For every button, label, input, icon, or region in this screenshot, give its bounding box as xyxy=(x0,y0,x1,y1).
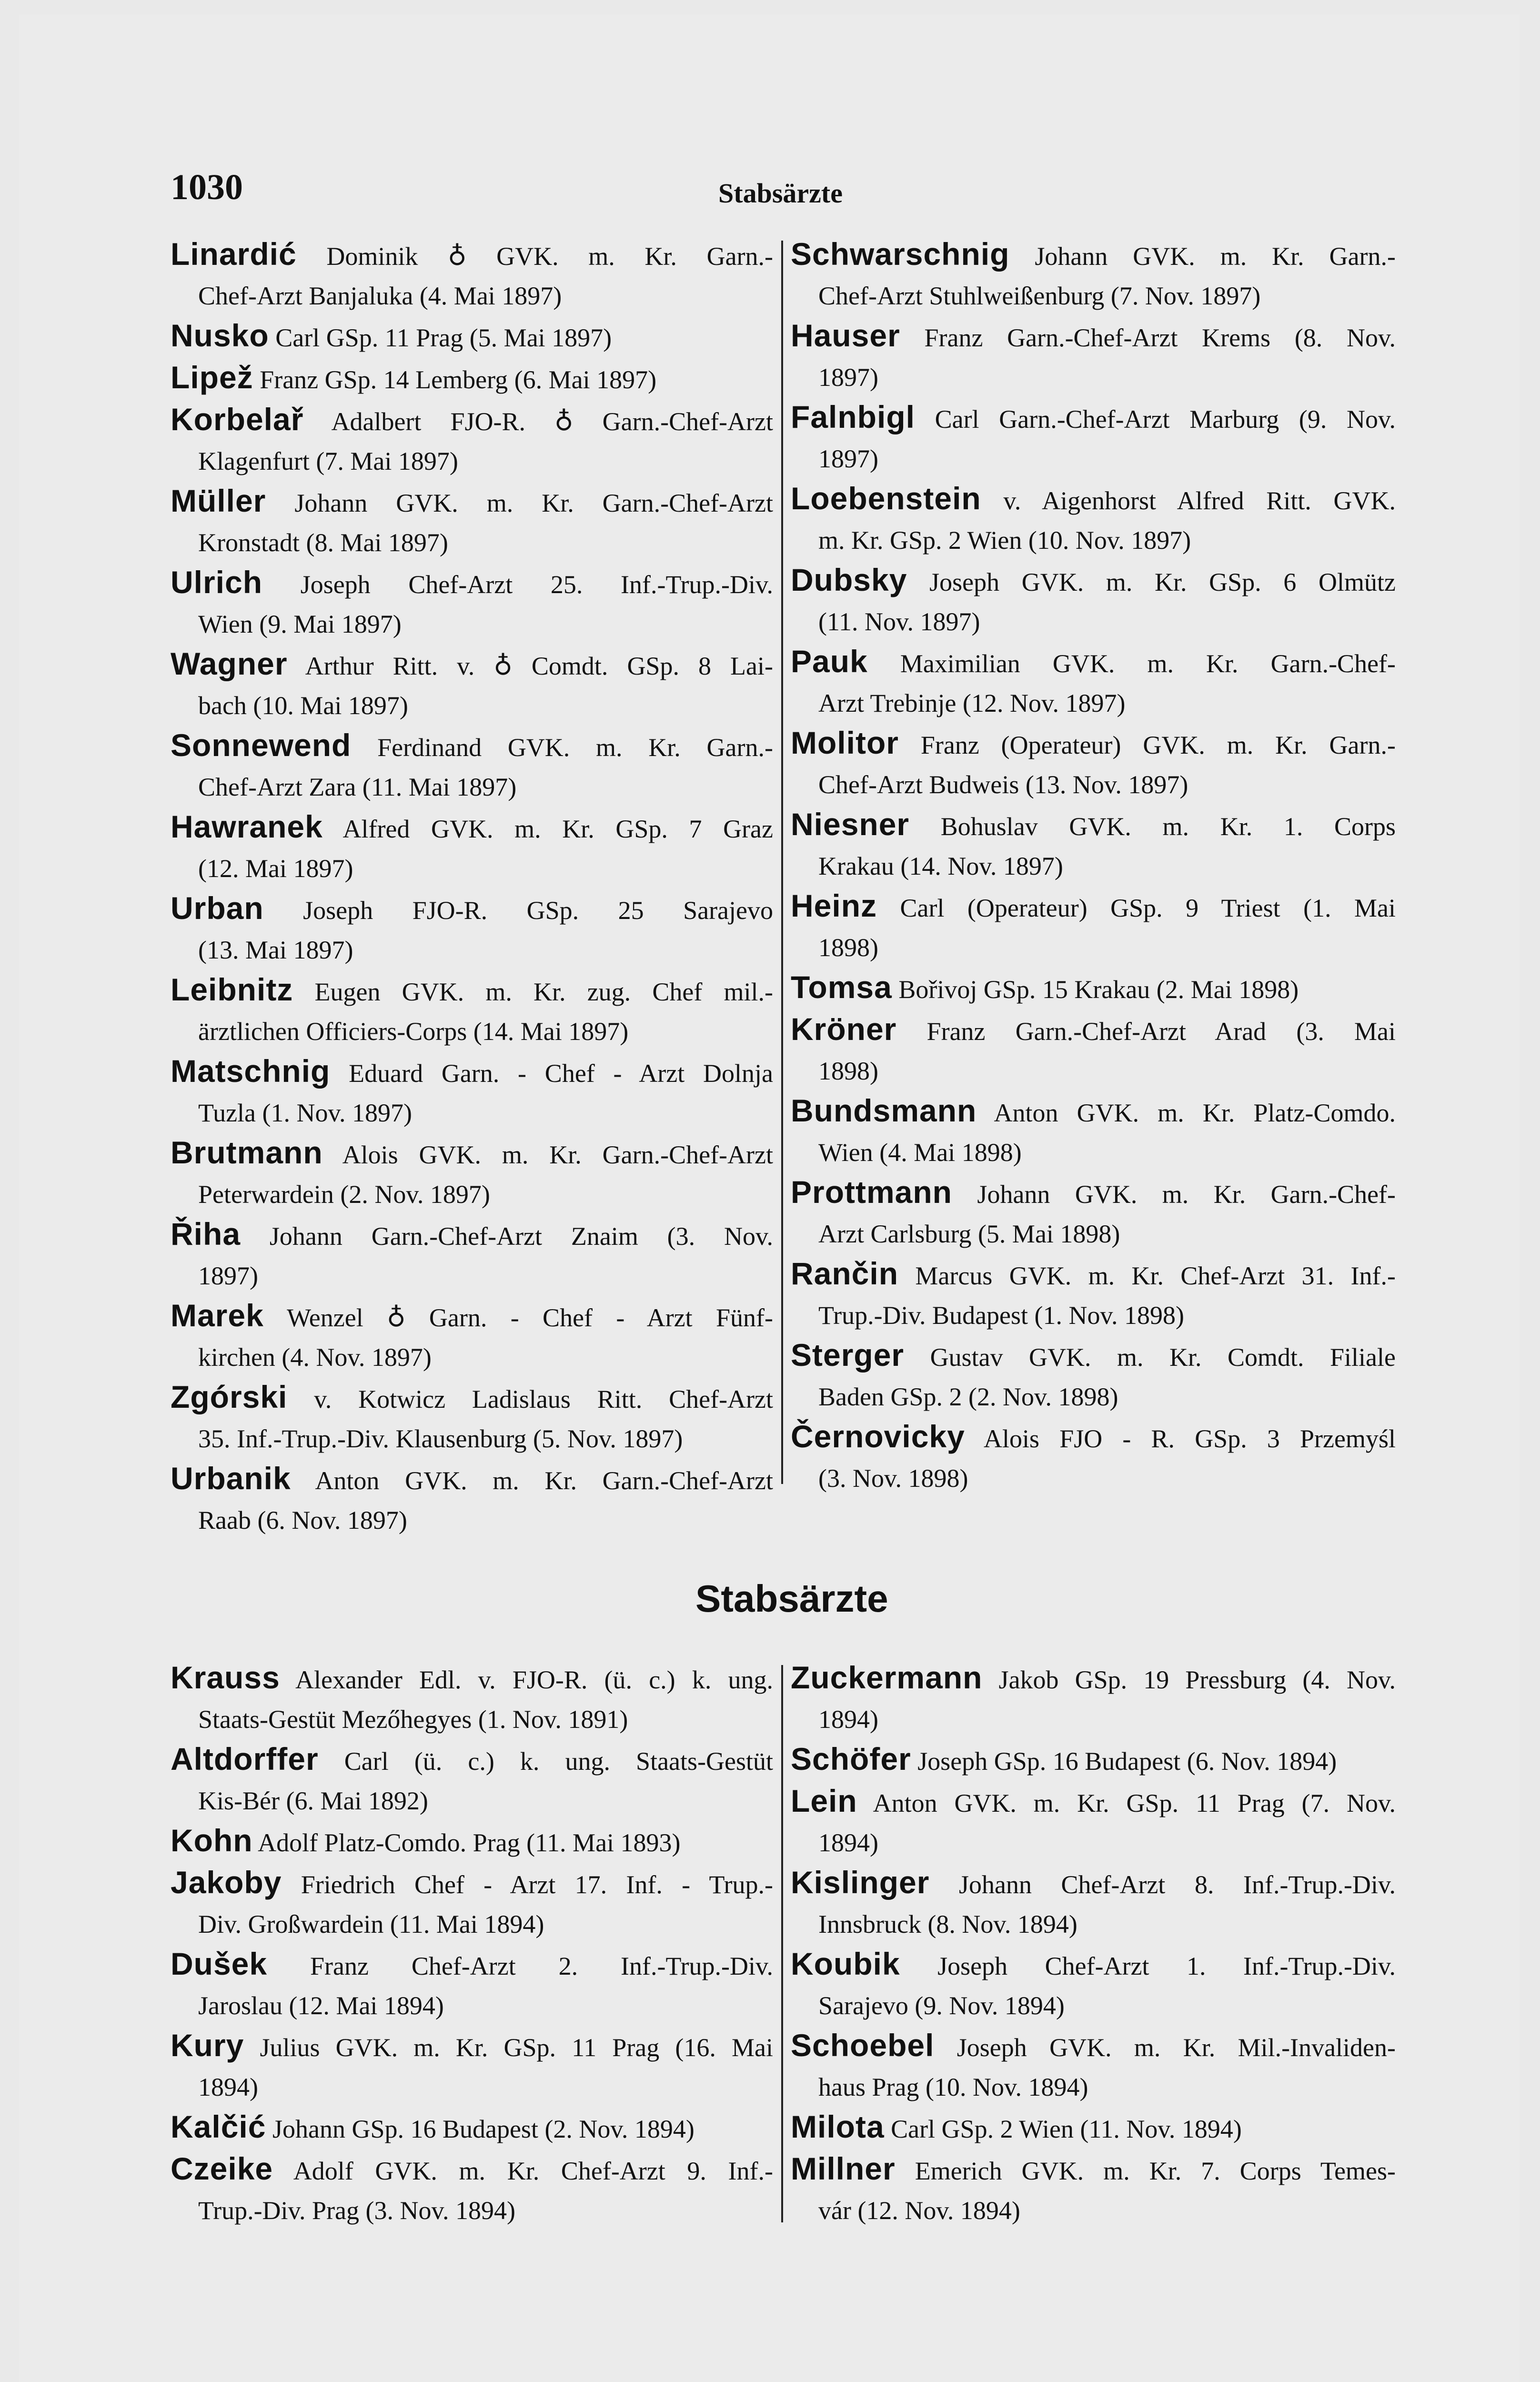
entry-line-1: Joseph FJO-R. GSp. 25 Sarajevo xyxy=(263,896,773,925)
entry-line-2: Jaroslau (12. Mai 1894) xyxy=(198,1991,444,2020)
entry-name: Dubsky xyxy=(791,562,907,597)
entry-line-1: Alexander Edl. v. FJO-R. (ü. c.) k. ung. xyxy=(280,1665,773,1694)
entry-line-1: Carl (Operateur) GSp. 9 Triest (1. Mai xyxy=(877,894,1396,922)
entry-line-2: 35. Inf.-Trup.-Div. Klausenburg (5. Nov. 1897) xyxy=(198,1424,683,1453)
entry-line-1: v. Aigenhorst Alfred Ritt. GVK. xyxy=(981,486,1396,515)
entry xyxy=(791,479,1396,560)
entry-name: Müller xyxy=(171,483,266,518)
entry-line-2: Kis-Bér (6. Mai 1892) xyxy=(198,1786,428,1815)
entry xyxy=(171,1214,773,1296)
entry xyxy=(171,888,773,970)
entry-line-2: Chef-Arzt Stuhlweißenburg (7. Nov. 1897) xyxy=(818,282,1261,310)
entry-line-2: kirchen (4. Nov. 1897) xyxy=(198,1343,432,1372)
entry-name: Linardić xyxy=(171,236,297,272)
entry-line-1: Carl (ü. c.) k. ung. Staats-Gestüt xyxy=(318,1747,773,1776)
entry-name: Pauk xyxy=(791,644,868,679)
entry xyxy=(171,2107,773,2149)
entry-line-2: (12. Mai 1897) xyxy=(198,854,353,883)
entry-name: Wagner xyxy=(171,646,288,681)
entry-line-1: Johann Garn.-Chef-Arzt Znaim (3. Nov. xyxy=(241,1222,773,1251)
entry-name: Hawranek xyxy=(171,809,323,844)
entry xyxy=(791,234,1396,316)
entry-line-2: Innsbruck (8. Nov. 1894) xyxy=(818,1910,1077,1938)
entry-name: Ulrich xyxy=(171,565,263,600)
entry-name: Loebenstein xyxy=(791,481,981,516)
entry-line-2: haus Prag (10. Nov. 1894) xyxy=(818,2073,1088,2101)
entry-name: Kohn xyxy=(171,1823,253,1858)
entry-name: Niesner xyxy=(791,807,910,842)
entry xyxy=(791,1172,1396,1254)
entry xyxy=(791,1781,1396,1863)
entry xyxy=(791,1863,1396,1944)
entry-name: Zuckermann xyxy=(791,1660,983,1695)
entry-name: Hauser xyxy=(791,318,900,353)
entry xyxy=(171,400,773,481)
entry-line-1: Joseph GSp. 16 Budapest (6. Nov. 1894) xyxy=(911,1747,1337,1776)
entry-name: Marek xyxy=(171,1298,264,1333)
entry xyxy=(791,1254,1396,1335)
entry-line-2: Trup.-Div. Prag (3. Nov. 1894) xyxy=(198,2196,515,2225)
entry-name: Zgórski xyxy=(171,1379,288,1414)
entry xyxy=(171,1377,773,1459)
entry-name: Kislinger xyxy=(791,1865,930,1900)
entry-line-2: Chef-Arzt Banjaluka (4. Mai 1897) xyxy=(198,282,562,310)
entry xyxy=(791,397,1396,479)
entry xyxy=(171,1658,773,1739)
entry-line-2: 1897) xyxy=(818,363,878,392)
entry-name: Černovicky xyxy=(791,1419,965,1454)
entry-name: Kalčić xyxy=(171,2109,266,2144)
entry-line-1: Joseph Chef-Arzt 1. Inf.-Trup.-Div. xyxy=(900,1952,1396,1980)
entry xyxy=(791,805,1396,886)
section-title: Stabsärzte xyxy=(695,1577,888,1620)
entry xyxy=(171,726,773,807)
entry-line-1: Adalbert FJO-R. ♁ Garn.-Chef-Arzt xyxy=(303,407,773,436)
entry-line-2: Kronstadt (8. Mai 1897) xyxy=(198,528,448,557)
entry-line-2: Div. Großwardein (11. Mai 1894) xyxy=(198,1910,544,1938)
entry-name: Schoebel xyxy=(791,2028,935,2063)
entry-line-2: Arzt Trebinje (12. Nov. 1897) xyxy=(818,689,1126,717)
entry xyxy=(791,2026,1396,2107)
entry xyxy=(171,563,773,644)
entry-line-1: Alois FJO - R. GSp. 3 Przemyśl xyxy=(965,1424,1396,1453)
entry-line-2: bach (10. Mai 1897) xyxy=(198,691,408,720)
entry-line-1: Anton GVK. m. Kr. Garn.-Chef-Arzt xyxy=(291,1466,773,1495)
entry-line-2: Wien (4. Mai 1898) xyxy=(818,1138,1022,1167)
entry-name: Millner xyxy=(791,2151,896,2186)
entry-name: Molitor xyxy=(791,725,899,760)
entry-line-2: Wien (9. Mai 1897) xyxy=(198,610,402,638)
entry-line-2: Arzt Carlsburg (5. Mai 1898) xyxy=(818,1220,1120,1248)
entry-line-2: Chef-Arzt Budweis (13. Nov. 1897) xyxy=(818,770,1188,799)
entry-line-2: Raab (6. Nov. 1897) xyxy=(198,1506,407,1534)
entry-line-1: Bořivoj GSp. 15 Krakau (2. Mai 1898) xyxy=(892,975,1299,1004)
entry-line-1: Julius GVK. m. Kr. GSp. 11 Prag (16. Mai xyxy=(244,2033,773,2062)
entry-line-1: Arthur Ritt. v. ♁ Comdt. GSp. 8 Lai- xyxy=(287,652,773,680)
entry-line-1: Bohuslav GVK. m. Kr. 1. Corps xyxy=(909,812,1396,841)
entry-line-2: m. Kr. GSp. 2 Wien (10. Nov. 1897) xyxy=(818,526,1191,555)
entry-line-1: Adolf Platz-Comdo. Prag (11. Mai 1893) xyxy=(252,1828,681,1857)
entry-line-2: Baden GSp. 2 (2. Nov. 1898) xyxy=(818,1383,1118,1411)
entry xyxy=(791,316,1396,397)
entry-line-1: Jakob GSp. 19 Pressburg (4. Nov. xyxy=(982,1665,1396,1694)
entry-line-1: Adolf GVK. m. Kr. Chef-Arzt 9. Inf.- xyxy=(273,2157,773,2185)
entry-line-1: Joseph Chef-Arzt 25. Inf.-Trup.-Div. xyxy=(262,570,773,599)
entry-name: Brutmann xyxy=(171,1135,323,1170)
entry xyxy=(171,970,773,1051)
entry-line-1: Franz Garn.-Chef-Arzt Arad (3. Mai xyxy=(896,1017,1396,1046)
entry xyxy=(791,2107,1396,2149)
page-number: 1030 xyxy=(171,167,243,207)
entry-line-2: (3. Nov. 1898) xyxy=(818,1464,968,1493)
entry-line-2: Tuzla (1. Nov. 1897) xyxy=(198,1099,412,1127)
entry-name: Altdorffer xyxy=(171,1741,319,1776)
entry-name: Leibnitz xyxy=(171,972,293,1007)
entry-line-2: 1894) xyxy=(198,2073,258,2101)
entry-name: Sterger xyxy=(791,1337,905,1373)
entry-line-2: Sarajevo (9. Nov. 1894) xyxy=(818,1991,1065,2020)
entry xyxy=(171,1944,773,2026)
entry xyxy=(171,1459,773,1540)
entry-line-1: Johann GVK. m. Kr. Garn.-Chef- xyxy=(952,1180,1396,1209)
entry-line-1: Carl GSp. 2 Wien (11. Nov. 1894) xyxy=(884,2115,1242,2143)
entry-line-1: Franz GSp. 14 Lemberg (6. Mai 1897) xyxy=(253,365,657,394)
entry-line-1: Wenzel ♁ Garn. - Chef - Arzt Fünf- xyxy=(263,1303,773,1332)
entry-name: Jakoby xyxy=(171,1865,282,1900)
entry xyxy=(171,644,773,726)
entry-name: Kröner xyxy=(791,1011,897,1047)
entry xyxy=(171,1051,773,1133)
entry-line-1: Johann Chef-Arzt 8. Inf.-Trup.-Div. xyxy=(929,1870,1396,1899)
entry-line-2: Trup.-Div. Budapest (1. Nov. 1898) xyxy=(818,1301,1184,1330)
entry-line-1: Johann GVK. m. Kr. Garn.- xyxy=(1009,242,1396,271)
column-bottom-right xyxy=(791,1658,1396,2231)
entry-line-1: Franz (Operateur) GVK. m. Kr. Garn.- xyxy=(898,731,1396,759)
entry-name: Falnbigl xyxy=(791,399,915,434)
entry xyxy=(791,968,1396,1009)
entry-name: Lipež xyxy=(171,360,253,395)
entry xyxy=(171,2149,773,2231)
entry-line-1: Emerich GVK. m. Kr. 7. Corps Temes- xyxy=(895,2157,1396,2185)
entry-name: Schwarschnig xyxy=(791,236,1010,272)
entry-line-1: Carl Garn.-Chef-Arzt Marburg (9. Nov. xyxy=(915,405,1396,434)
entry-line-1: Ferdinand GVK. m. Kr. Garn.- xyxy=(351,733,773,762)
entry-line-2: 1894) xyxy=(818,1705,878,1734)
entry-line-1: Alfred GVK. m. Kr. GSp. 7 Graz xyxy=(322,815,773,843)
entry-line-1: Franz Garn.-Chef-Arzt Krems (8. Nov. xyxy=(900,323,1396,352)
entry-name: Schöfer xyxy=(791,1741,911,1776)
column-rule-bottom xyxy=(781,1665,783,2222)
entry-line-1: Joseph GVK. m. Kr. GSp. 6 Olmütz xyxy=(907,568,1396,596)
entry-line-1: Carl GSp. 11 Prag (5. Mai 1897) xyxy=(269,323,612,352)
entry-line-1: Anton GVK. m. Kr. GSp. 11 Prag (7. Nov. xyxy=(857,1789,1396,1817)
entry-line-2: Peterwardein (2. Nov. 1897) xyxy=(198,1180,490,1209)
entry xyxy=(791,642,1396,723)
entry-name: Koubik xyxy=(791,1946,900,1981)
entry xyxy=(791,1658,1396,1739)
entry-line-2: 1897) xyxy=(198,1262,258,1290)
entry-name: Krauss xyxy=(171,1660,280,1695)
entry-name: Lein xyxy=(791,1783,857,1818)
entry-name: Nusko xyxy=(171,318,269,353)
entry-line-1: Joseph GVK. m. Kr. Mil.-Invaliden- xyxy=(934,2033,1396,2062)
entry-name: Prottmann xyxy=(791,1174,952,1210)
entry-line-1: Anton GVK. m. Kr. Platz-Comdo. xyxy=(976,1099,1396,1127)
entry-line-2: Staats-Gestüt Mezőhegyes (1. Nov. 1891) xyxy=(198,1705,628,1734)
entry-line-1: Franz Chef-Arzt 2. Inf.-Trup.-Div. xyxy=(267,1952,773,1980)
entry-line-1: Friedrich Chef - Arzt 17. Inf. - Trup.- xyxy=(282,1870,773,1899)
entry-name: Korbelař xyxy=(171,402,304,437)
entry-name: Rančin xyxy=(791,1256,899,1291)
entry-line-2: Chef-Arzt Zara (11. Mai 1897) xyxy=(198,773,517,801)
entry-line-1: Dominik ♁ GVK. m. Kr. Garn.- xyxy=(296,242,773,271)
entry-line-2: 1898) xyxy=(818,1057,878,1085)
entry xyxy=(791,1417,1396,1498)
entry xyxy=(791,2149,1396,2231)
entry-line-1: v. Kotwicz Ladislaus Ritt. Chef-Arzt xyxy=(287,1385,773,1413)
entry-line-1: Gustav GVK. m. Kr. Comdt. Filiale xyxy=(904,1343,1396,1372)
entry-line-1: Eduard Garn. - Chef - Arzt Dolnja xyxy=(330,1059,773,1088)
entry xyxy=(171,316,773,358)
entry-line-2: 1898) xyxy=(818,933,878,962)
entry-name: Matschnig xyxy=(171,1053,331,1089)
entry-line-1: Marcus GVK. m. Kr. Chef-Arzt 31. Inf.- xyxy=(898,1262,1396,1290)
entry-name: Urbanik xyxy=(171,1461,291,1496)
entry xyxy=(791,1944,1396,2026)
column-bottom-left xyxy=(171,1658,773,2231)
entry xyxy=(171,1133,773,1214)
column-top-left xyxy=(171,234,773,1540)
column-rule-top xyxy=(781,241,783,1484)
entry-line-2: 1897) xyxy=(818,444,878,473)
entry-name: Milota xyxy=(791,2109,885,2144)
entry xyxy=(171,1296,773,1377)
entry-name: Řiha xyxy=(171,1216,241,1252)
entry xyxy=(171,1821,773,1863)
entry-line-2: Krakau (14. Nov. 1897) xyxy=(818,852,1063,880)
entry xyxy=(791,560,1396,642)
entry xyxy=(171,358,773,400)
entry-line-2: 1894) xyxy=(818,1828,878,1857)
entry-line-1: Alois GVK. m. Kr. Garn.-Chef-Arzt xyxy=(322,1141,773,1169)
entry-name: Dušek xyxy=(171,1946,268,1981)
entry xyxy=(791,1091,1396,1172)
entry xyxy=(791,886,1396,968)
entry-name: Bundsmann xyxy=(791,1093,977,1128)
entry xyxy=(791,1739,1396,1781)
entry-line-1: Johann GVK. m. Kr. Garn.-Chef-Arzt xyxy=(266,489,773,517)
entry xyxy=(171,2026,773,2107)
entry xyxy=(171,1739,773,1821)
entry-name: Czeike xyxy=(171,2151,273,2186)
entry-line-1: Eugen GVK. m. Kr. zug. Chef mil.- xyxy=(293,978,773,1006)
column-top-right xyxy=(791,234,1396,1498)
entry-line-2: (11. Nov. 1897) xyxy=(818,607,980,636)
entry-line-1: Johann GSp. 16 Budapest (2. Nov. 1894) xyxy=(266,2115,695,2143)
entry-line-2: (13. Mai 1897) xyxy=(198,936,353,964)
entry xyxy=(791,1335,1396,1417)
entry-name: Sonnewend xyxy=(171,727,352,763)
entry xyxy=(171,1863,773,1944)
running-head: Stabsärzte xyxy=(718,178,843,209)
entry xyxy=(171,807,773,888)
entry-name: Urban xyxy=(171,890,264,926)
entry xyxy=(791,723,1396,805)
entry xyxy=(171,481,773,563)
entry-line-1: Maximilian GVK. m. Kr. Garn.-Chef- xyxy=(867,649,1396,678)
entry-line-2: ärztlichen Officiers-Corps (14. Mai 1897) xyxy=(198,1017,629,1046)
entry-name: Tomsa xyxy=(791,969,892,1005)
entry-name: Heinz xyxy=(791,888,877,923)
entry-line-2: Klagenfurt (7. Mai 1897) xyxy=(198,447,458,475)
entry-name: Kury xyxy=(171,2028,244,2063)
entry xyxy=(791,1009,1396,1091)
entry-line-2: vár (12. Nov. 1894) xyxy=(818,2196,1020,2225)
entry xyxy=(171,234,773,316)
